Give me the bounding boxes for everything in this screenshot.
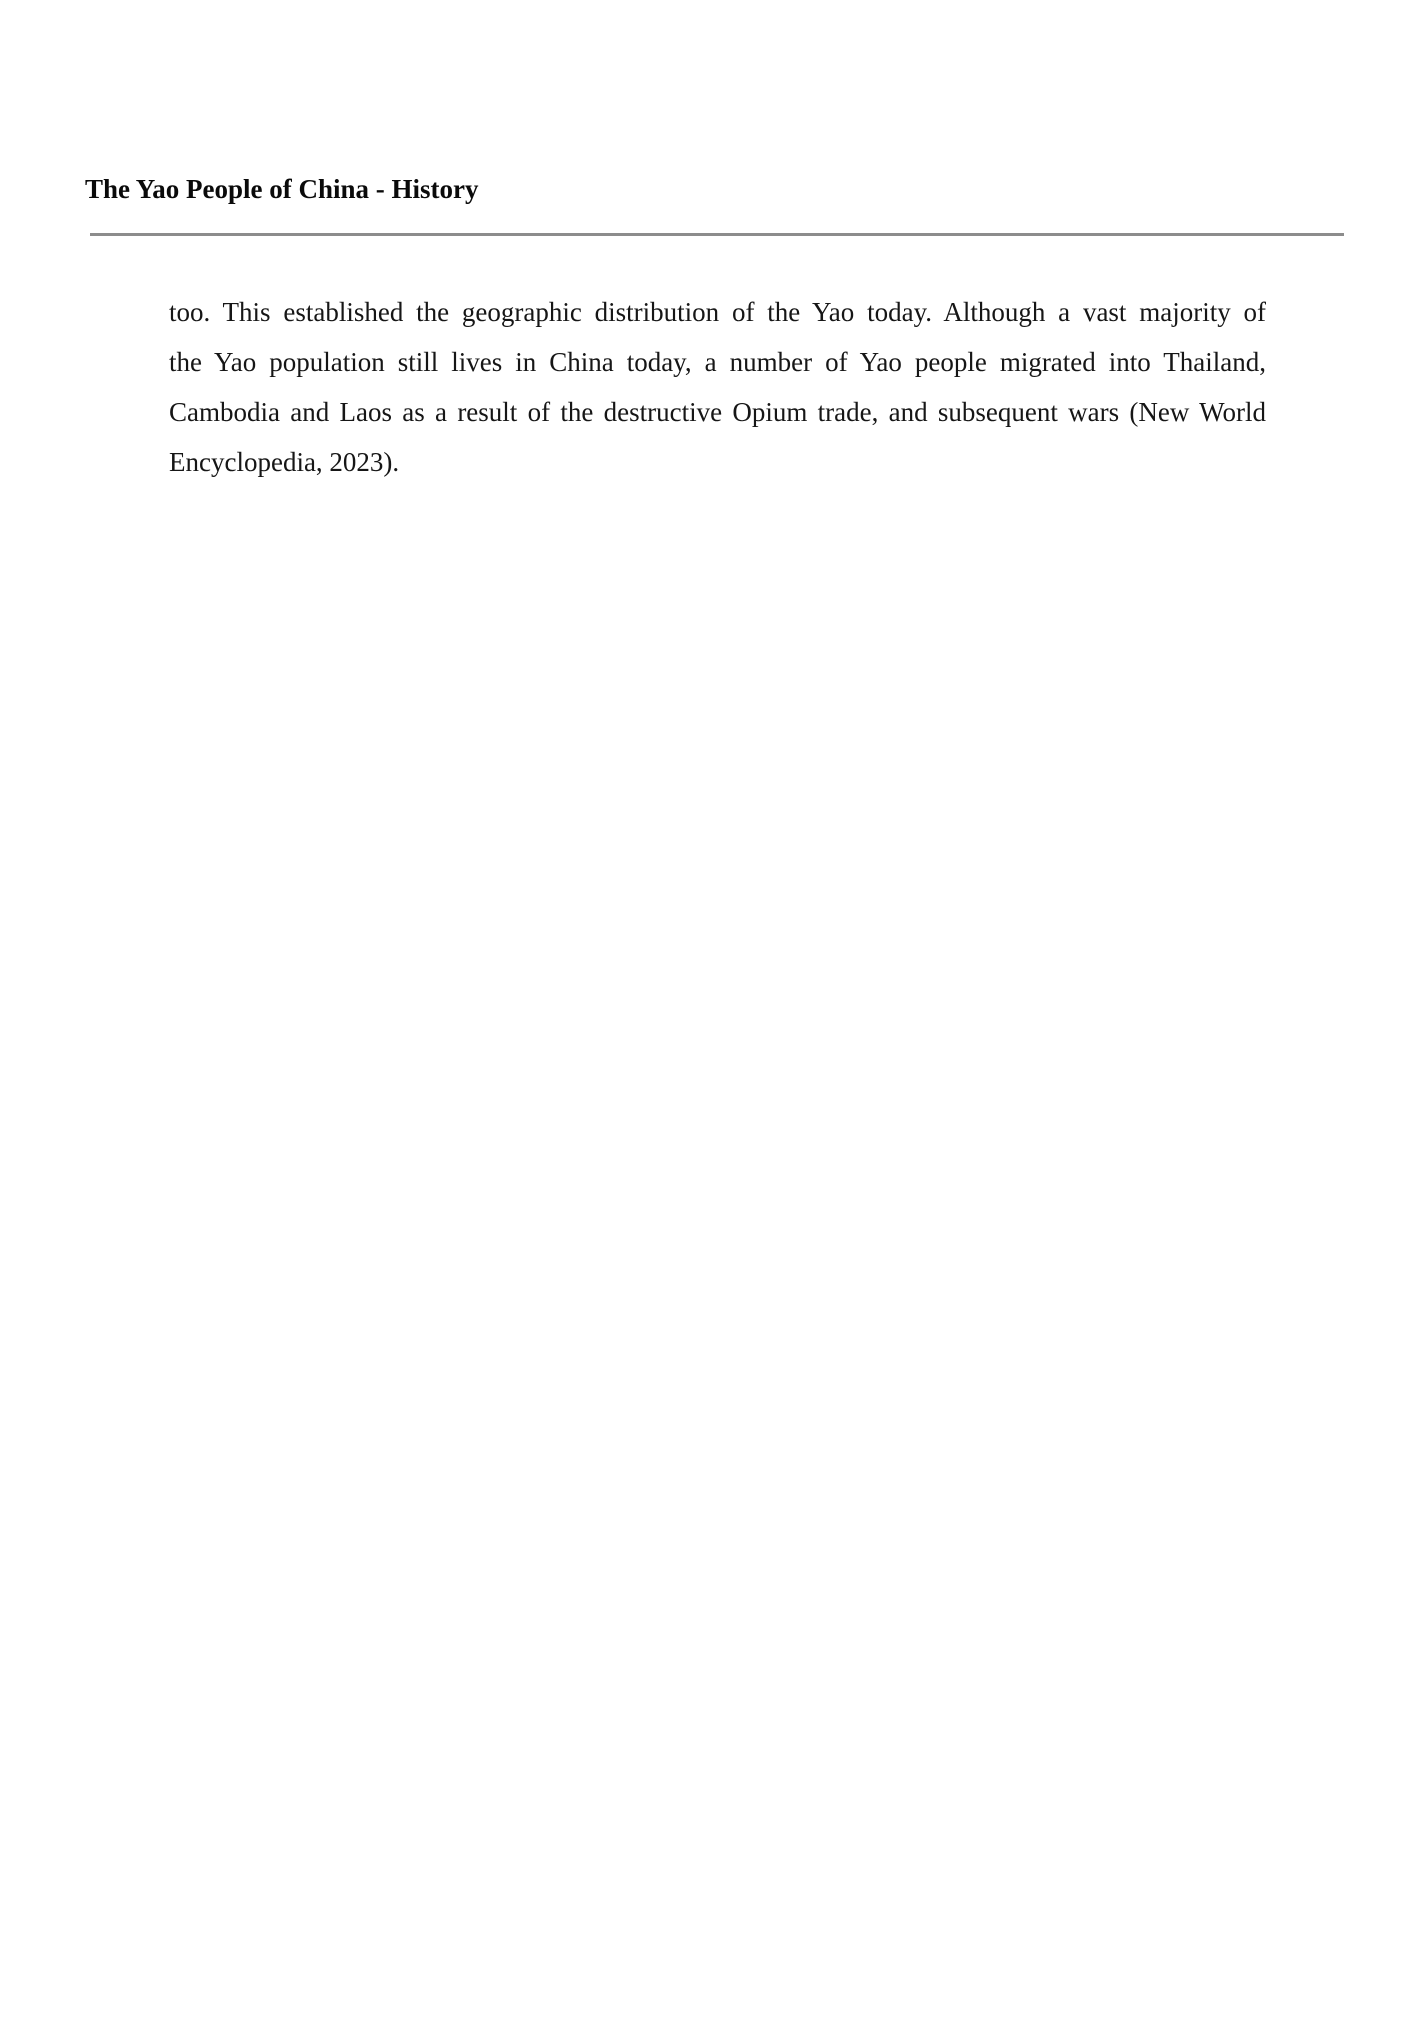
paragraph-line: too. This established the geographic distribution of the Yao today. Although a vast majority of	[169, 297, 1266, 327]
paragraph-line: the Yao population still lives in China today, a number of Yao people migrated into Thailand,	[169, 347, 1266, 377]
body-paragraph	[169, 287, 1266, 487]
running-header: The Yao People of China - History	[85, 174, 479, 204]
paragraph-line: Encyclopedia, 2023).	[169, 447, 400, 477]
header-divider	[90, 233, 1344, 236]
paragraph-line: Cambodia and Laos as a result of the destructive Opium trade, and subsequent wars (New World	[169, 397, 1266, 427]
